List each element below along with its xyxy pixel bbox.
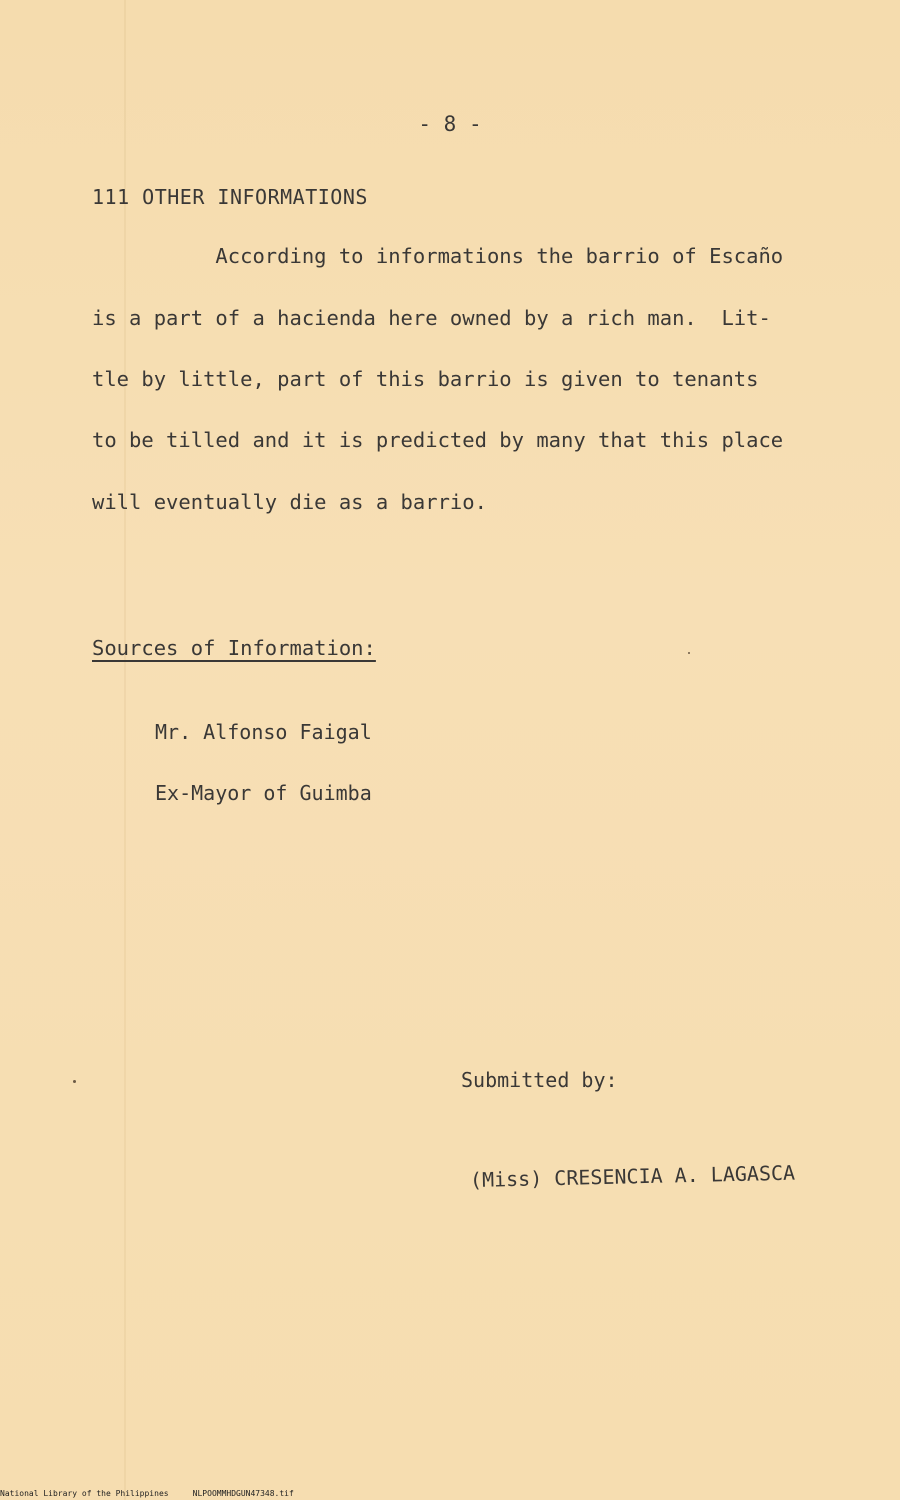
paragraph-line-4: to be tilled and it is predicted by many that this place <box>92 428 784 452</box>
margin-line <box>124 0 126 1500</box>
footer-filename: NLPOOMMHDGUN47348.tif <box>192 1489 294 1498</box>
paragraph-line-5: will eventually die as a barrio. <box>92 490 487 514</box>
page-number: - 8 - <box>418 112 482 136</box>
paragraph-line-1: According to informations the barrio of Escaño <box>92 244 784 268</box>
paragraph-line-3: tle by little, part of this barrio is given to tenants <box>92 367 759 391</box>
archive-footer <box>0 1489 294 1498</box>
source-title: Ex-Mayor of Guimba <box>155 781 372 805</box>
paper-speck <box>688 652 690 654</box>
sources-title: Sources of Information: <box>92 636 376 660</box>
paper-speck <box>73 1080 76 1083</box>
section-heading: 111 OTHER INFORMATIONS <box>92 185 368 209</box>
source-name: Mr. Alfonso Faigal <box>155 720 372 744</box>
signature-name: (Miss) CRESENCIA A. LAGASCA <box>469 1160 796 1192</box>
submitted-label: Submitted by: <box>461 1068 618 1092</box>
footer-library: National Library of the Philippines <box>0 1489 169 1498</box>
paragraph-line-2: is a part of a hacienda here owned by a rich man. Lit- <box>92 306 771 330</box>
